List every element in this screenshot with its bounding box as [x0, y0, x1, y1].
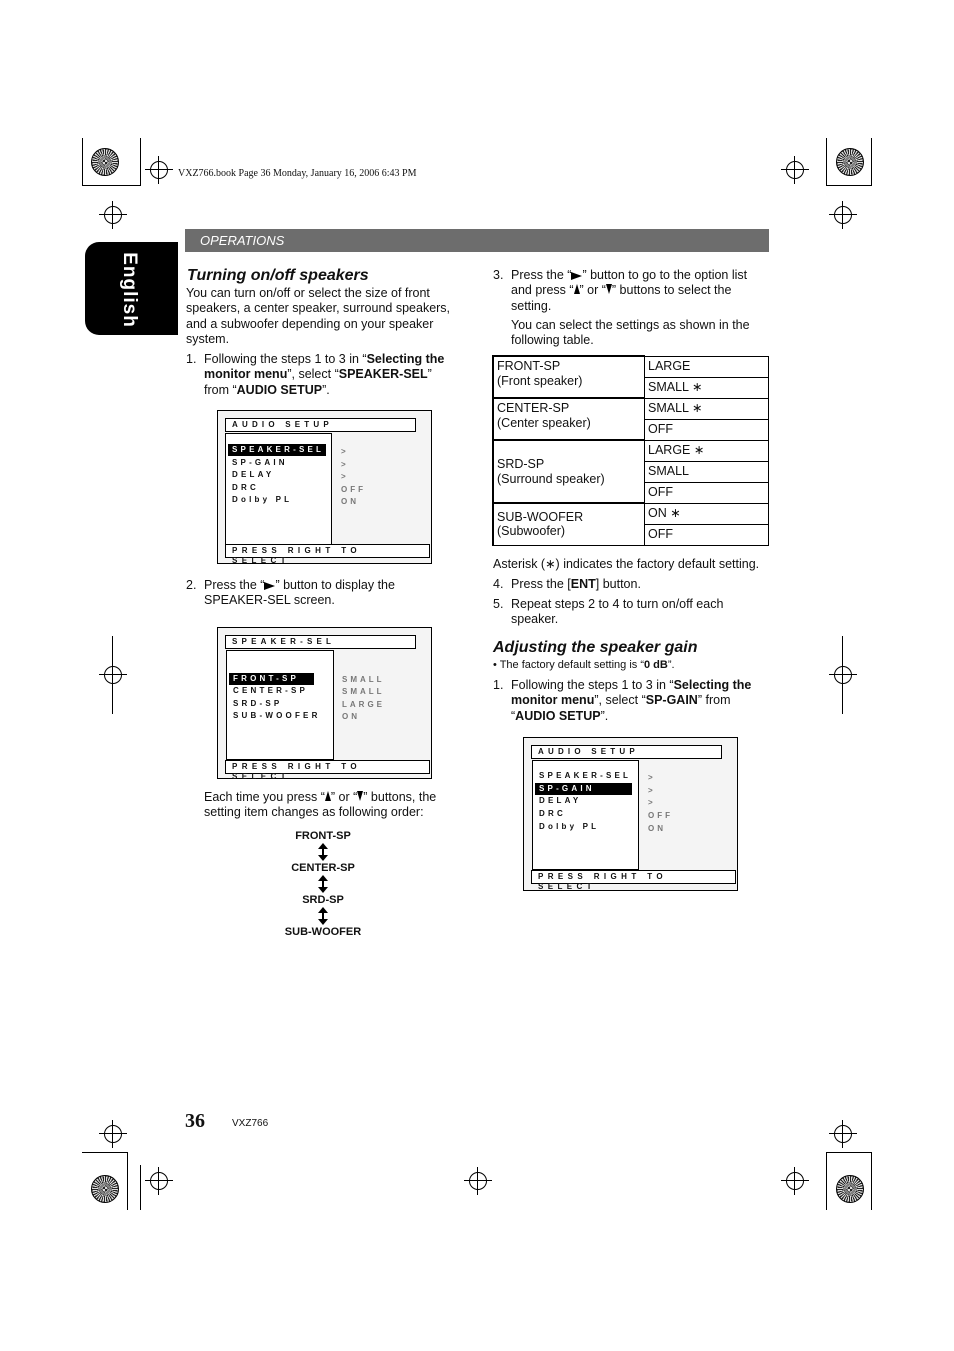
screen-footer: PRESS RIGHT TO SELECT: [225, 760, 430, 774]
step-number: 1.: [186, 352, 197, 366]
menu-value: >: [648, 798, 656, 807]
screen-header: AUDIO SETUP: [225, 418, 416, 432]
table-cell: SMALL ∗: [645, 398, 769, 419]
registration-target-icon: [786, 161, 804, 179]
menu-item: SPEAKER-SEL: [539, 771, 632, 780]
double-arrow-icon: [318, 875, 328, 893]
menu-item: Dolby PL: [539, 822, 600, 831]
registration-rosette-icon: [91, 1175, 119, 1203]
section-heading: Turning on/off speakers: [187, 267, 369, 284]
intro-paragraph: You can turn on/off or select the size of front speakers, a center speaker, surround speakers, and a subwoofer depending on your speaker system.: [186, 286, 451, 346]
language-tab-label: English: [119, 252, 140, 328]
step-number: 3.: [493, 268, 504, 282]
menu-item: DELAY: [232, 470, 275, 479]
menu-item: DELAY: [539, 796, 582, 805]
menu-value: >: [648, 773, 656, 782]
double-arrow-icon: [318, 843, 328, 861]
menu-value: OFF: [341, 485, 366, 494]
menu-item: DRC: [232, 483, 259, 492]
screen-footer: PRESS RIGHT TO SELECT: [225, 544, 430, 558]
menu-item: SUB-WOOFER: [233, 711, 321, 720]
section-tab: [185, 229, 769, 252]
registration-rosette-icon: [836, 148, 864, 176]
table-cell: LARGE ∗: [645, 440, 769, 461]
right-arrow-icon: [571, 272, 582, 280]
menu-value: OFF: [648, 811, 673, 820]
model-name: VXZ766: [232, 1118, 269, 1129]
sequence-item: CENTER-SP: [291, 862, 355, 874]
menu-item: SPEAKER-SEL: [228, 444, 326, 456]
registration-rosette-icon: [91, 148, 119, 176]
table-cell: OFF: [645, 524, 769, 545]
page-number: 36: [185, 1110, 205, 1132]
menu-value: >: [341, 472, 349, 481]
menu-value: >: [341, 447, 349, 456]
asterisk-note: Asterisk (∗) indicates the factory default setting.: [493, 557, 760, 571]
section-tab-label: OPERATIONS: [200, 233, 285, 248]
screen-header: AUDIO SETUP: [531, 745, 722, 759]
registration-target-icon: [104, 666, 122, 684]
menu-value: >: [341, 460, 349, 469]
menu-value: >: [648, 786, 656, 795]
menu-item: SP-GAIN: [232, 458, 288, 467]
table-cell: LARGE: [645, 356, 769, 377]
table-cell: OFF: [645, 419, 769, 440]
step-number: 4.: [493, 577, 504, 591]
table-row-label: CENTER-SP (Center speaker): [493, 398, 645, 440]
menu-value: SMALL: [342, 687, 385, 696]
registration-target-icon: [834, 206, 852, 224]
audio-setup-screen: [523, 737, 738, 891]
menu-item: FRONT-SP: [229, 673, 314, 685]
menu-value: SMALL: [342, 675, 385, 684]
registration-target-icon: [150, 1172, 168, 1190]
screen-header: SPEAKER-SEL: [225, 635, 416, 649]
crop-header-text: VXZ766.book Page 36 Monday, January 16, 2006 6:43 PM: [178, 168, 417, 179]
sequence-item: SUB-WOOFER: [284, 926, 362, 938]
step-3-text: Press the “ ” button to go to the option list and press “ ” or “ ” buttons to select the setting.: [511, 268, 748, 313]
sequence-item: FRONT-SP: [295, 830, 351, 842]
step-1-text: Following the steps 1 to 3 in “Selecting the monitor menu”, select “SPEAKER-SEL” from “AUDIO SETUP”.: [204, 352, 445, 397]
double-arrow-icon: [318, 907, 328, 925]
speaker-sel-screen: [217, 627, 432, 779]
audio-setup-screen: [217, 410, 432, 564]
table-row-label: SRD-SP (Surround speaker): [493, 440, 645, 503]
table-cell: OFF: [645, 482, 769, 503]
default-setting-bullet: • The factory default setting is “0 dB”.: [493, 659, 675, 671]
step-number: 5.: [493, 597, 504, 611]
registration-target-icon: [104, 206, 122, 224]
menu-item: SRD-SP: [233, 699, 283, 708]
registration-target-icon: [834, 666, 852, 684]
screen-footer: PRESS RIGHT TO SELECT: [531, 870, 736, 884]
step-3-note: You can select the settings as shown in the following table.: [511, 318, 750, 348]
step-4-text: Press the [ENT] button.: [511, 577, 641, 591]
speaker-settings-table: [492, 355, 769, 546]
menu-item: SP-GAIN: [535, 783, 632, 795]
registration-rosette-icon: [836, 1175, 864, 1203]
registration-target-icon: [104, 1125, 122, 1143]
registration-target-icon: [834, 1125, 852, 1143]
table-row-label: SUB-WOOFER (Subwoofer): [493, 503, 645, 545]
step-5-text: Repeat steps 2 to 4 to turn on/off each speaker.: [511, 597, 724, 627]
registration-target-icon: [150, 161, 168, 179]
language-tab: [85, 242, 178, 335]
menu-value: LARGE: [342, 700, 385, 709]
table-cell: SMALL ∗: [645, 377, 769, 398]
table-row-label: FRONT-SP (Front speaker): [493, 356, 645, 398]
menu-value: ON: [342, 712, 360, 721]
right-arrow-icon: [264, 582, 275, 590]
menu-value: ON: [648, 824, 666, 833]
registration-target-icon: [786, 1172, 804, 1190]
section-heading: Adjusting the speaker gain: [493, 639, 698, 656]
sequence-item: SRD-SP: [302, 894, 344, 906]
each-time-text: Each time you press “ ” or “ ” buttons, the setting item changes as following order:: [204, 790, 437, 820]
menu-item: Dolby PL: [232, 495, 293, 504]
step-2-text: Press the “ ” button to display the SPEAKER-SEL screen.: [204, 578, 395, 608]
step-number: 1.: [493, 678, 504, 692]
step-number: 2.: [186, 578, 197, 592]
registration-target-icon: [469, 1172, 487, 1190]
table-cell: ON ∗: [645, 503, 769, 524]
menu-item: CENTER-SP: [233, 686, 309, 695]
menu-item: DRC: [539, 809, 566, 818]
menu-value: ON: [341, 497, 359, 506]
table-cell: SMALL: [645, 461, 769, 482]
gain-step-1-text: Following the steps 1 to 3 in “Selecting the monitor menu”, select “SP-GAIN” from “AUDIO SETUP”.: [511, 678, 752, 723]
